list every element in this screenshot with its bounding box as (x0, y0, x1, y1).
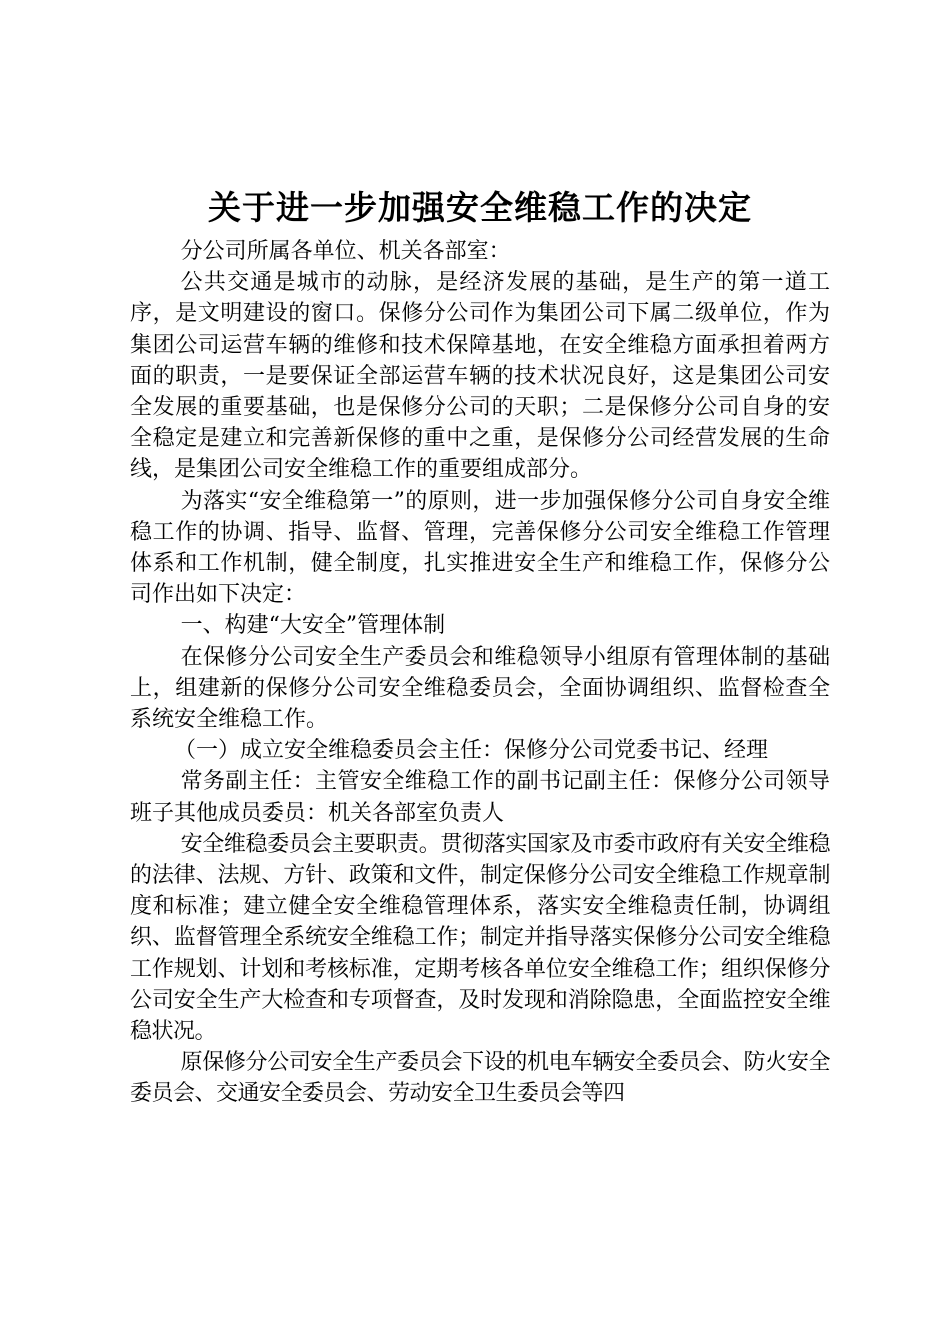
subsection-heading-1: （一）成立安全维稳委员会主任：保修分公司党委书记、经理 (174, 738, 769, 764)
paragraph-duties: 安全维稳委员会主要职责。贯彻落实国家及市委市政府有关安全维稳的法律、法规、方针、政策和文件，制定保修分公司安全维稳工作规章制度和标准；建立健全安全维稳管理体系，落实安全维稳责任制，协调组织、监督管理全系统安全维稳工作；制定并指导落实保修分公司安全维稳工作规划、计划和考核标准，定期考核各单位安全维稳工作；组织保修分公司安全生产大检查和专项督查，及时发现和消除隐患，全面监控安全维稳状况。 (130, 831, 830, 1045)
paragraph-former-committees: 原保修分公司安全生产委员会下设的机电车辆安全委员会、防火安全委员会、交通安全委员会、劳动安全卫生委员会等四 (130, 1050, 830, 1107)
paragraph-purpose: 为落实“安全维稳第一”的原则，进一步加强保修分公司自身安全维稳工作的协调、指导、监督、管理，完善保修分公司安全维稳工作管理体系和工作机制，健全制度，扎实推进安全生产和维稳工作，保修分公司作出如下决定： (130, 488, 830, 608)
section-heading-1: 一、构建“大安全”管理体制 (180, 613, 446, 639)
salutation: 分公司所属各单位、机关各部室： (180, 239, 511, 264)
document-body (130, 236, 830, 1110)
paragraph-intro: 公共交通是城市的动脉，是经济发展的基础，是生产的第一道工序，是文明建设的窗口。保修分公司作为集团公司下属二级单位，作为集团公司运营车辆的维修和技术保障基地，在安全维稳方面承担着两方面的职责，一是要保证全部运营车辆的技术状况良好，这是集团公司安全发展的重要基础，也是保修分公司的天职；二是保修分公司自身的安全稳定是建立和完善新保修的重中之重，是保修分公司经营发展的生命线，是集团公司安全维稳工作的重要组成部分。 (130, 270, 830, 483)
document-title: 关于进一步加强安全维稳工作的决定 (208, 188, 752, 227)
paragraph-section-1: 在保修分公司安全生产委员会和维稳领导小组原有管理体制的基础上，组建新的保修分公司安全维稳委员会，全面协调组织、监督检查全系统安全维稳工作。 (130, 644, 830, 733)
paragraph-members: 常务副主任：主管安全维稳工作的副书记副主任：保修分公司领导班子其他成员委员：机关各部室负责人 (130, 769, 830, 826)
document-page (130, 0, 830, 1344)
